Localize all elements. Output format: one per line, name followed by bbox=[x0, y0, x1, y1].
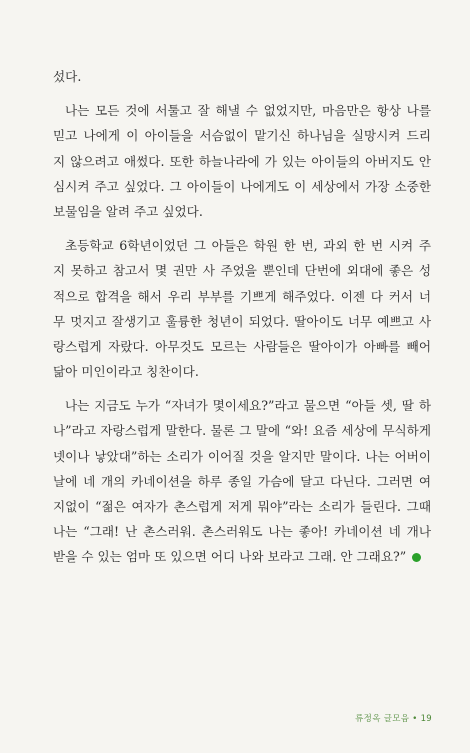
end-mark-icon bbox=[412, 553, 421, 562]
text-line: 넷이나 낳았대”하는 소리가 이어질 것을 알지만 말이다. 나는 어버이 bbox=[53, 448, 431, 464]
text-line: 심시켜 주고 싶었다. 그 아이들이 나에게도 이 세상에서 가장 소중한 bbox=[53, 178, 431, 194]
footer-author: 류정옥 글모음 bbox=[355, 714, 410, 724]
text-line: 보물임을 알려 주고 싶었다. bbox=[53, 203, 203, 219]
paragraph bbox=[53, 393, 431, 569]
text-line: 섰다. bbox=[53, 69, 82, 84]
page-footer bbox=[355, 712, 432, 724]
page-number: 19 bbox=[420, 714, 432, 724]
body-text bbox=[53, 64, 431, 570]
text-line: 받을 수 있는 엄마 또 있으면 어디 나와 보라고 그래. 안 그래요?” bbox=[53, 544, 431, 569]
text-line: 지없이 “젊은 여자가 촌스럽게 저게 뭐야”라는 소리가 들린다. 그때 bbox=[53, 499, 431, 514]
paragraph bbox=[53, 98, 431, 224]
text-line: 나는 “그래! 난 촌스러워. 촌스러워도 나는 좋아! 카네이션 네 개나 bbox=[53, 524, 431, 540]
text-line: 랑스럽게 자랐다. 아무것도 모르는 사람들은 딸아이가 아빠를 빼어 bbox=[53, 338, 431, 354]
text-line: 믿고 나에게 이 아이들을 서슴없이 맡기신 하나님을 실망시켜 드리 bbox=[53, 128, 431, 144]
text-line: 적으로 합격을 해서 우리 부부를 기쁘게 해주었다. 이젠 다 커서 너 bbox=[53, 288, 431, 304]
paragraph-gap bbox=[53, 89, 431, 98]
text-line: 지 못하고 참고서 몇 권만 사 주었을 뿐인데 단번에 외대에 좋은 성 bbox=[53, 263, 431, 279]
text-line: 날에 네 개의 카네이션을 하루 종일 가슴에 달고 다닌다. 그러면 여 bbox=[53, 473, 431, 489]
paragraph bbox=[53, 64, 431, 89]
text-line: 나는 모든 것에 서툴고 잘 해낼 수 없었지만, 마음만은 항상 나를 bbox=[65, 103, 431, 119]
paragraph-gap bbox=[53, 224, 431, 233]
text-line: 닮아 미인이라고 칭찬이다. bbox=[53, 364, 199, 380]
paragraph bbox=[53, 233, 431, 384]
text-line: 나”라고 자랑스럽게 말한다. 물론 그 말에 “와! 요즘 세상에 무식하게 bbox=[53, 423, 431, 439]
text-line: 지 않으려고 애썼다. 또한 하늘나라에 가 있는 아이들의 아버지도 안 bbox=[53, 153, 431, 169]
text-line: 무 멋지고 잘생기고 훌륭한 청년이 되었다. 딸아이도 너무 예쁘고 사 bbox=[53, 313, 431, 329]
text-line: 나는 지금도 누가 “자녀가 몇이세요?”라고 물으면 “아들 셋, 딸 하 bbox=[65, 398, 431, 414]
footer-separator: • bbox=[412, 714, 418, 724]
text-line: 초등학교 6학년이었던 그 아들은 학원 한 번, 과외 한 번 시켜 주 bbox=[65, 238, 431, 254]
paragraph-gap bbox=[53, 384, 431, 393]
